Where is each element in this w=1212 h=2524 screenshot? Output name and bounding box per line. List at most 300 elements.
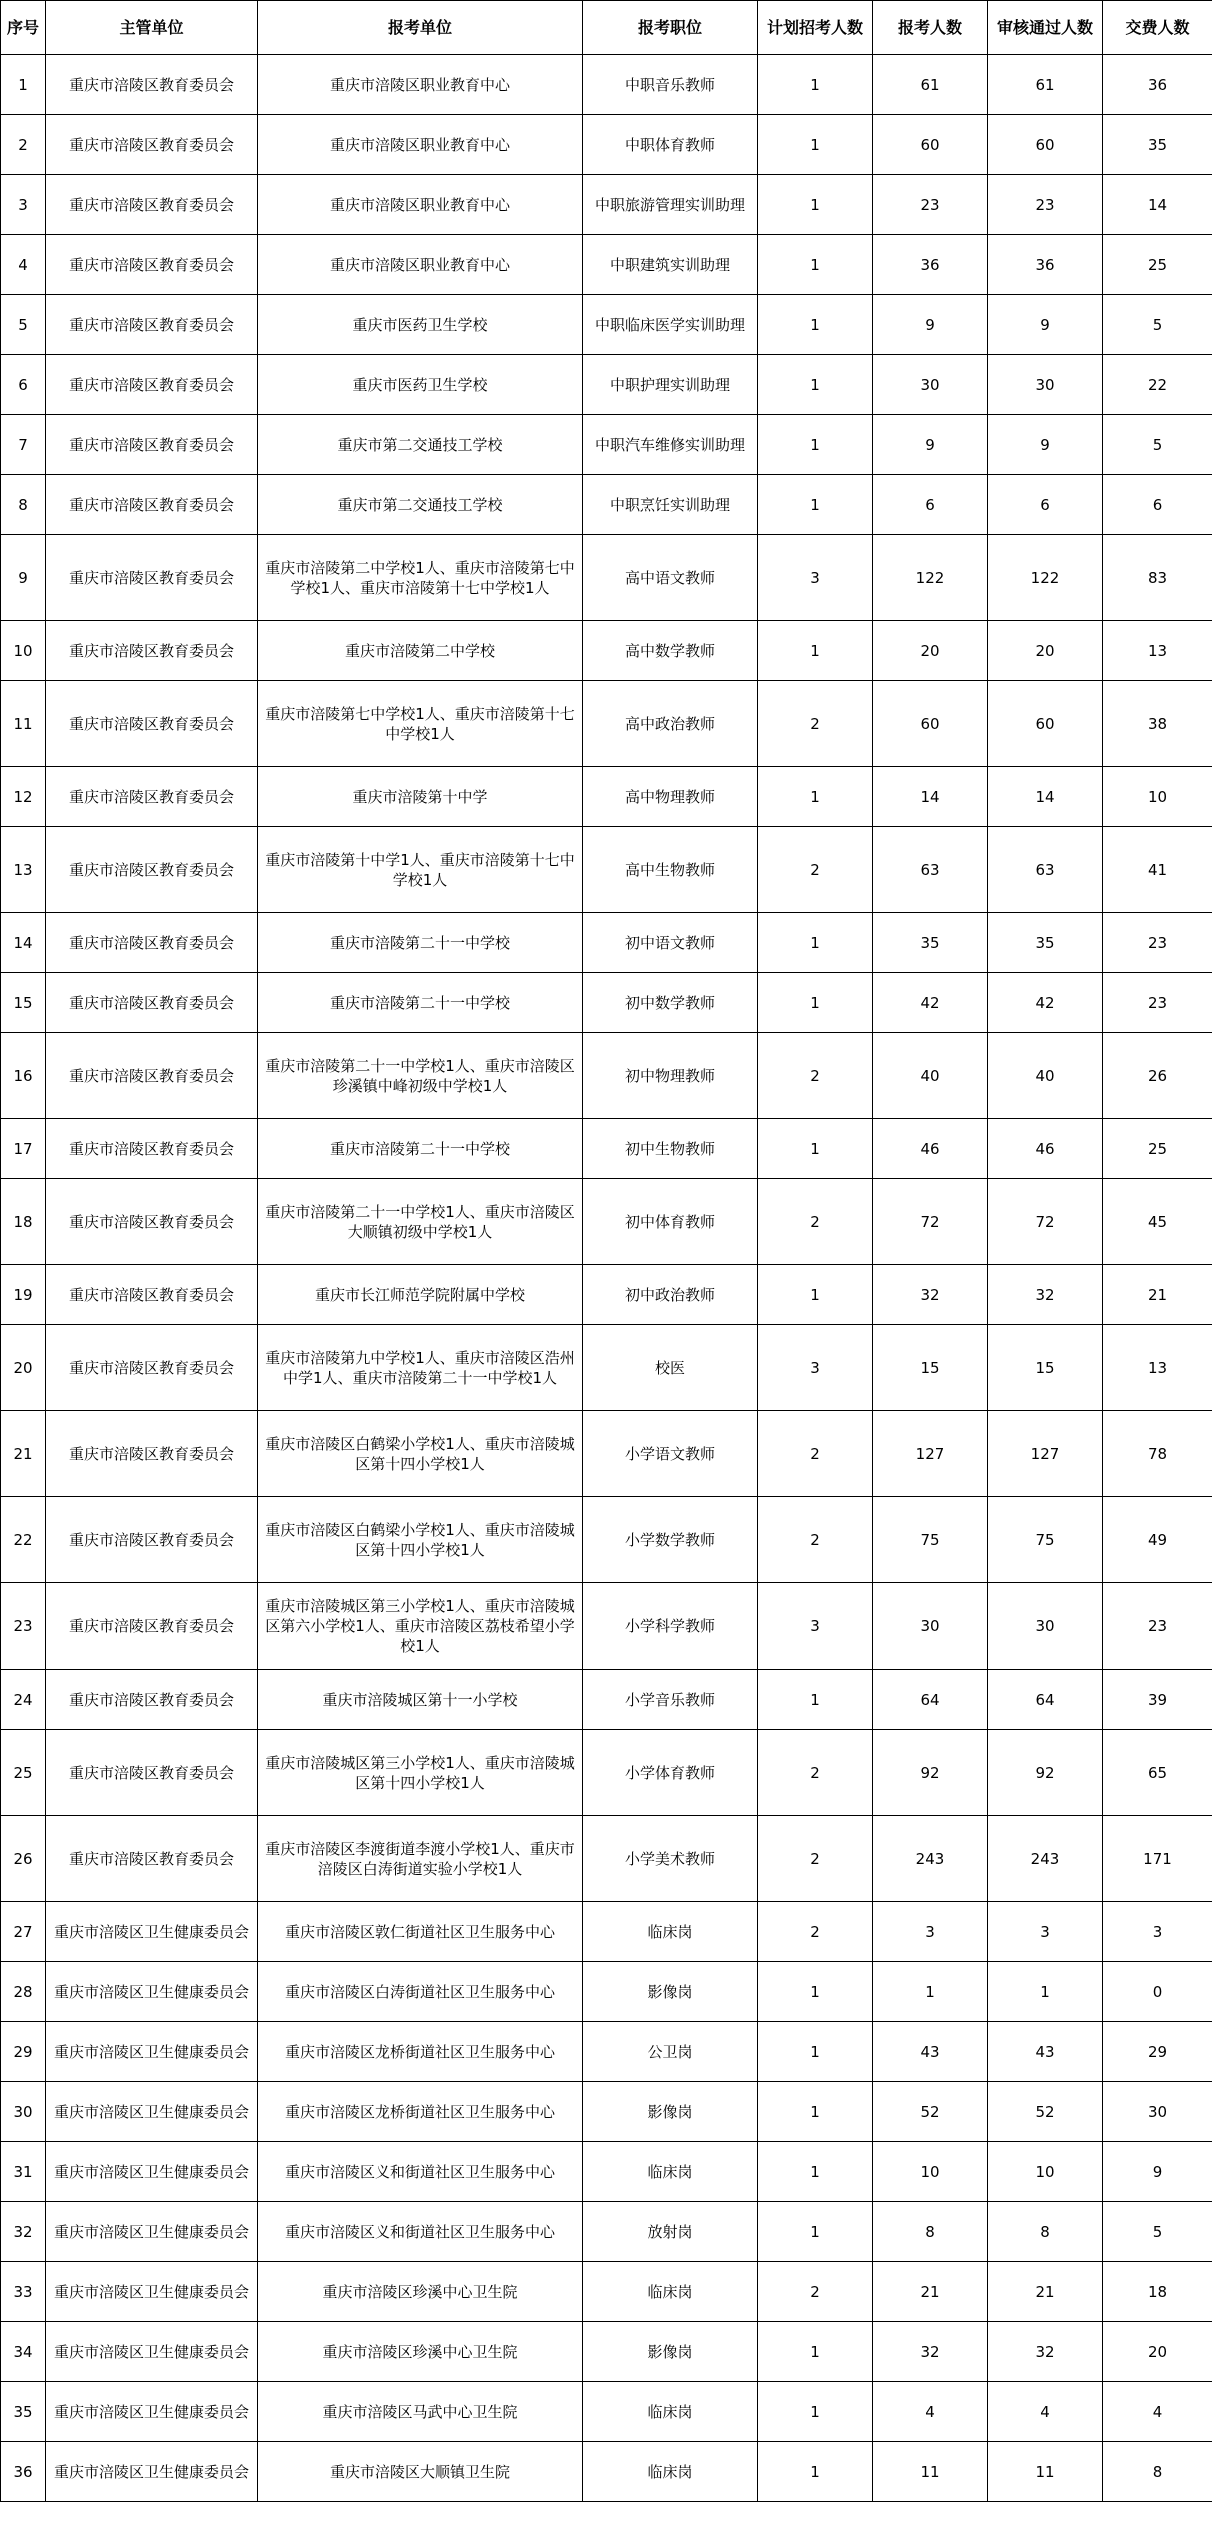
cell-authority: 重庆市涪陵区教育委员会 [46,1265,258,1325]
cell-index: 28 [1,1962,46,2022]
cell-applicants: 32 [873,1265,988,1325]
cell-planned: 2 [758,681,873,767]
cell-applicants: 6 [873,475,988,535]
cell-position: 高中物理教师 [583,767,758,827]
cell-position: 临床岗 [583,2382,758,2442]
cell-index: 7 [1,415,46,475]
cell-paid: 14 [1103,175,1212,235]
cell-applicants: 23 [873,175,988,235]
table-row [1,1119,1212,1179]
cell-planned: 1 [758,2082,873,2142]
cell-employer: 重庆市第二交通技工学校 [258,475,583,535]
cell-paid: 35 [1103,115,1212,175]
cell-paid: 38 [1103,681,1212,767]
col-header-employer: 报考单位 [258,1,583,55]
table-row [1,1497,1212,1583]
col-header-planned: 计划招考人数 [758,1,873,55]
cell-index: 8 [1,475,46,535]
cell-approved: 21 [988,2262,1103,2322]
cell-applicants: 20 [873,621,988,681]
cell-approved: 43 [988,2022,1103,2082]
cell-paid: 83 [1103,535,1212,621]
cell-applicants: 11 [873,2442,988,2502]
cell-planned: 1 [758,2382,873,2442]
cell-approved: 36 [988,235,1103,295]
cell-approved: 63 [988,827,1103,913]
cell-employer: 重庆市涪陵城区第三小学校1人、重庆市涪陵城区第十四小学校1人 [258,1730,583,1816]
cell-index: 17 [1,1119,46,1179]
table-row [1,1730,1212,1816]
cell-authority: 重庆市涪陵区卫生健康委员会 [46,2322,258,2382]
cell-position: 小学科学教师 [583,1583,758,1670]
cell-index: 30 [1,2082,46,2142]
cell-paid: 5 [1103,295,1212,355]
cell-index: 26 [1,1816,46,1902]
cell-position: 高中语文教师 [583,535,758,621]
header-row [1,1,1212,55]
cell-approved: 15 [988,1325,1103,1411]
cell-employer: 重庆市涪陵区大顺镇卫生院 [258,2442,583,2502]
cell-approved: 11 [988,2442,1103,2502]
cell-position: 中职烹饪实训助理 [583,475,758,535]
cell-applicants: 8 [873,2202,988,2262]
cell-authority: 重庆市涪陵区教育委员会 [46,235,258,295]
cell-position: 高中数学教师 [583,621,758,681]
cell-applicants: 92 [873,1730,988,1816]
cell-index: 34 [1,2322,46,2382]
cell-approved: 30 [988,1583,1103,1670]
cell-paid: 8 [1103,2442,1212,2502]
cell-applicants: 60 [873,115,988,175]
cell-planned: 1 [758,2322,873,2382]
cell-employer: 重庆市涪陵区义和街道社区卫生服务中心 [258,2202,583,2262]
cell-planned: 1 [758,55,873,115]
cell-position: 临床岗 [583,2262,758,2322]
cell-planned: 1 [758,295,873,355]
cell-position: 初中生物教师 [583,1119,758,1179]
cell-approved: 35 [988,913,1103,973]
cell-planned: 2 [758,1411,873,1497]
cell-position: 中职旅游管理实训助理 [583,175,758,235]
cell-position: 中职汽车维修实训助理 [583,415,758,475]
table-row [1,1179,1212,1265]
cell-paid: 5 [1103,2202,1212,2262]
cell-applicants: 42 [873,973,988,1033]
cell-planned: 1 [758,1265,873,1325]
cell-applicants: 52 [873,2082,988,2142]
cell-authority: 重庆市涪陵区卫生健康委员会 [46,2202,258,2262]
cell-paid: 10 [1103,767,1212,827]
cell-employer: 重庆市涪陵第十中学 [258,767,583,827]
cell-employer: 重庆市涪陵区龙桥街道社区卫生服务中心 [258,2082,583,2142]
cell-position: 初中政治教师 [583,1265,758,1325]
cell-position: 中职临床医学实训助理 [583,295,758,355]
cell-paid: 0 [1103,1962,1212,2022]
cell-position: 中职体育教师 [583,115,758,175]
cell-employer: 重庆市涪陵区珍溪中心卫生院 [258,2262,583,2322]
cell-index: 33 [1,2262,46,2322]
cell-authority: 重庆市涪陵区教育委员会 [46,475,258,535]
col-header-index: 序号 [1,1,46,55]
cell-authority: 重庆市涪陵区教育委员会 [46,355,258,415]
cell-employer: 重庆市涪陵区职业教育中心 [258,55,583,115]
cell-index: 4 [1,235,46,295]
cell-employer: 重庆市涪陵第二十一中学校 [258,1119,583,1179]
cell-index: 15 [1,973,46,1033]
cell-approved: 9 [988,295,1103,355]
cell-approved: 4 [988,2382,1103,2442]
cell-paid: 45 [1103,1179,1212,1265]
cell-paid: 26 [1103,1033,1212,1119]
table-row [1,2442,1212,2502]
cell-applicants: 30 [873,1583,988,1670]
cell-position: 中职建筑实训助理 [583,235,758,295]
cell-employer: 重庆市第二交通技工学校 [258,415,583,475]
cell-position: 初中语文教师 [583,913,758,973]
cell-authority: 重庆市涪陵区卫生健康委员会 [46,2382,258,2442]
cell-planned: 2 [758,827,873,913]
cell-employer: 重庆市长江师范学院附属中学校 [258,1265,583,1325]
cell-employer: 重庆市涪陵第七中学校1人、重庆市涪陵第十七中学校1人 [258,681,583,767]
cell-position: 小学体育教师 [583,1730,758,1816]
cell-paid: 25 [1103,235,1212,295]
cell-employer: 重庆市涪陵区白涛街道社区卫生服务中心 [258,1962,583,2022]
cell-planned: 1 [758,1670,873,1730]
table-row [1,55,1212,115]
cell-paid: 23 [1103,913,1212,973]
cell-applicants: 4 [873,2382,988,2442]
cell-index: 20 [1,1325,46,1411]
cell-authority: 重庆市涪陵区教育委员会 [46,175,258,235]
cell-index: 22 [1,1497,46,1583]
cell-planned: 1 [758,2202,873,2262]
cell-index: 12 [1,767,46,827]
cell-applicants: 43 [873,2022,988,2082]
cell-position: 临床岗 [583,2442,758,2502]
cell-employer: 重庆市涪陵区马武中心卫生院 [258,2382,583,2442]
cell-position: 校医 [583,1325,758,1411]
cell-authority: 重庆市涪陵区卫生健康委员会 [46,2142,258,2202]
cell-employer: 重庆市涪陵第二中学校1人、重庆市涪陵第七中学校1人、重庆市涪陵第十七中学校1人 [258,535,583,621]
cell-employer: 重庆市涪陵城区第十一小学校 [258,1670,583,1730]
cell-paid: 171 [1103,1816,1212,1902]
cell-authority: 重庆市涪陵区教育委员会 [46,767,258,827]
cell-paid: 39 [1103,1670,1212,1730]
cell-approved: 46 [988,1119,1103,1179]
cell-employer: 重庆市涪陵区职业教育中心 [258,115,583,175]
cell-applicants: 35 [873,913,988,973]
cell-applicants: 127 [873,1411,988,1497]
cell-position: 影像岗 [583,2322,758,2382]
table-row [1,2382,1212,2442]
cell-index: 35 [1,2382,46,2442]
table-row [1,2142,1212,2202]
cell-index: 27 [1,1902,46,1962]
cell-position: 小学语文教师 [583,1411,758,1497]
cell-authority: 重庆市涪陵区卫生健康委员会 [46,2442,258,2502]
table-row [1,175,1212,235]
cell-planned: 3 [758,1325,873,1411]
cell-paid: 23 [1103,973,1212,1033]
cell-approved: 61 [988,55,1103,115]
cell-employer: 重庆市涪陵区义和街道社区卫生服务中心 [258,2142,583,2202]
cell-employer: 重庆市涪陵城区第三小学校1人、重庆市涪陵城区第六小学校1人、重庆市涪陵区荔枝希望小学校1人 [258,1583,583,1670]
cell-position: 初中数学教师 [583,973,758,1033]
cell-paid: 18 [1103,2262,1212,2322]
cell-paid: 22 [1103,355,1212,415]
table-row [1,235,1212,295]
cell-employer: 重庆市涪陵区李渡街道李渡小学校1人、重庆市涪陵区白涛街道实验小学校1人 [258,1816,583,1902]
table-row [1,1962,1212,2022]
cell-index: 10 [1,621,46,681]
cell-authority: 重庆市涪陵区教育委员会 [46,415,258,475]
cell-authority: 重庆市涪陵区教育委员会 [46,1325,258,1411]
cell-approved: 40 [988,1033,1103,1119]
cell-position: 高中政治教师 [583,681,758,767]
cell-applicants: 64 [873,1670,988,1730]
cell-approved: 3 [988,1902,1103,1962]
cell-planned: 1 [758,2442,873,2502]
cell-planned: 2 [758,1816,873,1902]
cell-employer: 重庆市涪陵第二十一中学校1人、重庆市涪陵区珍溪镇中峰初级中学校1人 [258,1033,583,1119]
cell-paid: 6 [1103,475,1212,535]
cell-index: 19 [1,1265,46,1325]
cell-index: 24 [1,1670,46,1730]
cell-position: 临床岗 [583,2142,758,2202]
cell-approved: 243 [988,1816,1103,1902]
cell-applicants: 72 [873,1179,988,1265]
cell-applicants: 63 [873,827,988,913]
cell-paid: 36 [1103,55,1212,115]
cell-authority: 重庆市涪陵区教育委员会 [46,535,258,621]
cell-approved: 10 [988,2142,1103,2202]
cell-position: 影像岗 [583,2082,758,2142]
cell-index: 25 [1,1730,46,1816]
cell-authority: 重庆市涪陵区教育委员会 [46,1119,258,1179]
cell-employer: 重庆市涪陵区珍溪中心卫生院 [258,2322,583,2382]
table-row [1,415,1212,475]
cell-index: 32 [1,2202,46,2262]
cell-planned: 1 [758,115,873,175]
table-row [1,767,1212,827]
cell-authority: 重庆市涪陵区卫生健康委员会 [46,2022,258,2082]
cell-applicants: 60 [873,681,988,767]
cell-employer: 重庆市涪陵区职业教育中心 [258,235,583,295]
cell-approved: 42 [988,973,1103,1033]
table-row [1,475,1212,535]
cell-planned: 2 [758,1730,873,1816]
cell-planned: 1 [758,175,873,235]
cell-authority: 重庆市涪陵区教育委员会 [46,1179,258,1265]
table-row [1,621,1212,681]
cell-approved: 92 [988,1730,1103,1816]
cell-authority: 重庆市涪陵区教育委员会 [46,115,258,175]
cell-authority: 重庆市涪陵区教育委员会 [46,1033,258,1119]
cell-approved: 32 [988,2322,1103,2382]
cell-paid: 65 [1103,1730,1212,1816]
cell-planned: 3 [758,535,873,621]
cell-authority: 重庆市涪陵区教育委员会 [46,621,258,681]
cell-index: 14 [1,913,46,973]
cell-paid: 23 [1103,1583,1212,1670]
cell-index: 31 [1,2142,46,2202]
table-row [1,913,1212,973]
cell-applicants: 32 [873,2322,988,2382]
cell-approved: 9 [988,415,1103,475]
cell-paid: 4 [1103,2382,1212,2442]
table-row [1,681,1212,767]
cell-applicants: 1 [873,1962,988,2022]
cell-paid: 41 [1103,827,1212,913]
cell-applicants: 10 [873,2142,988,2202]
cell-employer: 重庆市涪陵区白鹤梁小学校1人、重庆市涪陵城区第十四小学校1人 [258,1497,583,1583]
cell-position: 高中生物教师 [583,827,758,913]
table-body [1,55,1212,2502]
cell-authority: 重庆市涪陵区教育委员会 [46,973,258,1033]
cell-applicants: 243 [873,1816,988,1902]
table-row [1,355,1212,415]
cell-index: 18 [1,1179,46,1265]
cell-employer: 重庆市涪陵区白鹤梁小学校1人、重庆市涪陵城区第十四小学校1人 [258,1411,583,1497]
cell-index: 5 [1,295,46,355]
cell-authority: 重庆市涪陵区教育委员会 [46,1816,258,1902]
cell-applicants: 30 [873,355,988,415]
cell-planned: 1 [758,235,873,295]
table-row [1,1325,1212,1411]
cell-position: 小学美术教师 [583,1816,758,1902]
cell-index: 16 [1,1033,46,1119]
cell-approved: 64 [988,1670,1103,1730]
table-row [1,1033,1212,1119]
cell-authority: 重庆市涪陵区教育委员会 [46,913,258,973]
cell-employer: 重庆市涪陵区职业教育中心 [258,175,583,235]
cell-position: 临床岗 [583,1902,758,1962]
table-row [1,1411,1212,1497]
cell-approved: 1 [988,1962,1103,2022]
table-row [1,535,1212,621]
cell-position: 中职音乐教师 [583,55,758,115]
cell-index: 29 [1,2022,46,2082]
cell-authority: 重庆市涪陵区教育委员会 [46,1583,258,1670]
cell-planned: 2 [758,1033,873,1119]
cell-approved: 60 [988,115,1103,175]
cell-paid: 78 [1103,1411,1212,1497]
table-row [1,2022,1212,2082]
cell-applicants: 21 [873,2262,988,2322]
cell-position: 小学数学教师 [583,1497,758,1583]
cell-position: 中职护理实训助理 [583,355,758,415]
cell-position: 初中体育教师 [583,1179,758,1265]
cell-index: 21 [1,1411,46,1497]
cell-index: 9 [1,535,46,621]
cell-approved: 30 [988,355,1103,415]
cell-index: 36 [1,2442,46,2502]
cell-planned: 1 [758,2142,873,2202]
cell-planned: 1 [758,913,873,973]
cell-planned: 2 [758,2262,873,2322]
table-row [1,295,1212,355]
cell-authority: 重庆市涪陵区教育委员会 [46,1730,258,1816]
cell-position: 公卫岗 [583,2022,758,2082]
cell-authority: 重庆市涪陵区教育委员会 [46,295,258,355]
cell-authority: 重庆市涪陵区教育委员会 [46,55,258,115]
cell-planned: 2 [758,1497,873,1583]
cell-paid: 13 [1103,1325,1212,1411]
cell-approved: 72 [988,1179,1103,1265]
cell-approved: 127 [988,1411,1103,1497]
cell-authority: 重庆市涪陵区教育委员会 [46,1497,258,1583]
cell-planned: 1 [758,767,873,827]
cell-paid: 9 [1103,2142,1212,2202]
cell-authority: 重庆市涪陵区卫生健康委员会 [46,1962,258,2022]
cell-position: 小学音乐教师 [583,1670,758,1730]
cell-approved: 122 [988,535,1103,621]
cell-paid: 25 [1103,1119,1212,1179]
cell-planned: 1 [758,973,873,1033]
table-row [1,827,1212,913]
cell-applicants: 9 [873,295,988,355]
table-row [1,1670,1212,1730]
cell-authority: 重庆市涪陵区教育委员会 [46,1411,258,1497]
cell-index: 23 [1,1583,46,1670]
cell-authority: 重庆市涪陵区教育委员会 [46,1670,258,1730]
cell-index: 2 [1,115,46,175]
cell-paid: 3 [1103,1902,1212,1962]
cell-approved: 23 [988,175,1103,235]
cell-applicants: 15 [873,1325,988,1411]
table-row [1,2322,1212,2382]
col-header-authority: 主管单位 [46,1,258,55]
cell-position: 放射岗 [583,2202,758,2262]
cell-planned: 2 [758,1179,873,1265]
cell-position: 初中物理教师 [583,1033,758,1119]
cell-employer: 重庆市涪陵第十中学1人、重庆市涪陵第十七中学校1人 [258,827,583,913]
cell-employer: 重庆市涪陵第二中学校 [258,621,583,681]
cell-planned: 1 [758,475,873,535]
cell-approved: 6 [988,475,1103,535]
cell-index: 11 [1,681,46,767]
cell-approved: 75 [988,1497,1103,1583]
cell-applicants: 61 [873,55,988,115]
cell-planned: 1 [758,621,873,681]
cell-paid: 49 [1103,1497,1212,1583]
cell-approved: 32 [988,1265,1103,1325]
cell-authority: 重庆市涪陵区卫生健康委员会 [46,2082,258,2142]
cell-employer: 重庆市涪陵区敦仁街道社区卫生服务中心 [258,1902,583,1962]
cell-planned: 1 [758,355,873,415]
cell-paid: 5 [1103,415,1212,475]
cell-approved: 52 [988,2082,1103,2142]
cell-applicants: 75 [873,1497,988,1583]
cell-employer: 重庆市涪陵第二十一中学校1人、重庆市涪陵区大顺镇初级中学校1人 [258,1179,583,1265]
cell-approved: 14 [988,767,1103,827]
cell-employer: 重庆市涪陵第九中学校1人、重庆市涪陵区浩州中学1人、重庆市涪陵第二十一中学校1人 [258,1325,583,1411]
cell-planned: 2 [758,1902,873,1962]
col-header-paid: 交费人数 [1103,1,1212,55]
cell-employer: 重庆市涪陵第二十一中学校 [258,973,583,1033]
cell-position: 影像岗 [583,1962,758,2022]
cell-applicants: 9 [873,415,988,475]
cell-employer: 重庆市医药卫生学校 [258,355,583,415]
table-row [1,115,1212,175]
cell-paid: 13 [1103,621,1212,681]
cell-approved: 20 [988,621,1103,681]
col-header-position: 报考职位 [583,1,758,55]
cell-paid: 20 [1103,2322,1212,2382]
cell-approved: 8 [988,2202,1103,2262]
cell-authority: 重庆市涪陵区教育委员会 [46,827,258,913]
table-row [1,2262,1212,2322]
